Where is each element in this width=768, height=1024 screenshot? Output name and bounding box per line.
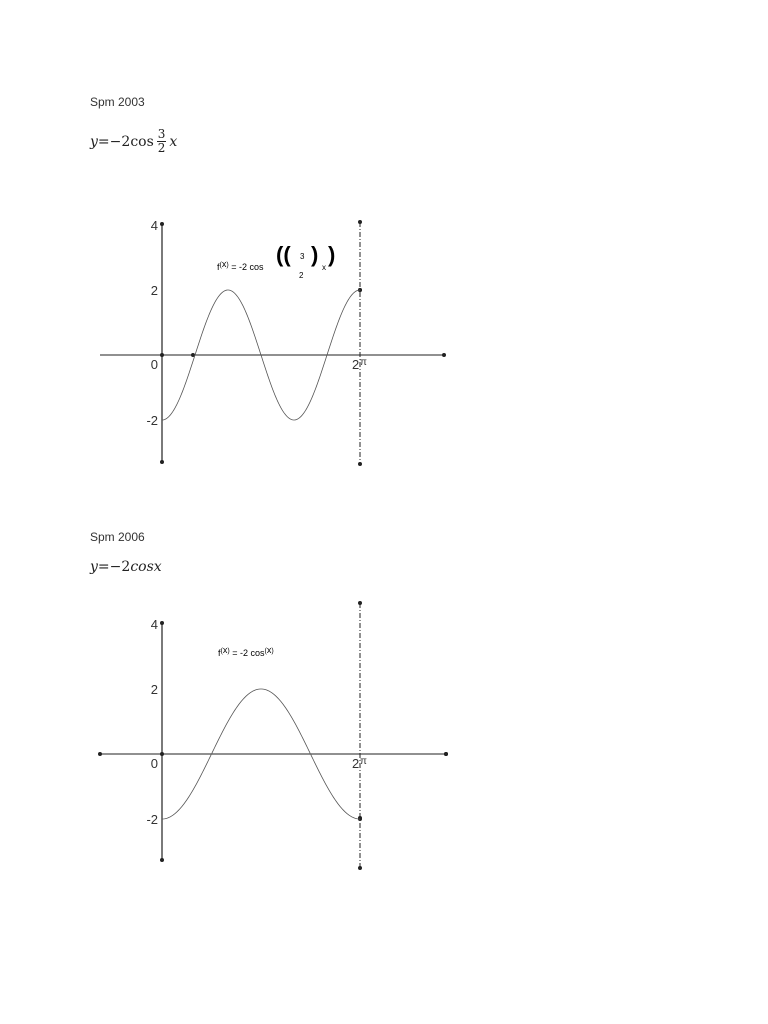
x-tick-pi-label: π [360,756,367,767]
function-label-denominator: 2 [299,271,304,280]
equation [90,559,162,575]
equation-fraction [157,128,167,155]
y-axis-end-dot [160,460,164,464]
x-axis-dot [444,752,448,756]
equation-equals: =− [97,133,122,150]
x-tick-label: 2 [352,357,360,372]
x-axis-dot [160,353,164,357]
equation-variable: x [169,133,178,150]
section-heading: Spm 2006 [90,530,145,544]
y-tick-label: 4 [150,218,158,233]
equation [90,128,177,155]
y-tick-label: 0 [150,357,158,372]
x-axis-dot [160,752,164,756]
section-heading: Spm 2003 [90,95,145,109]
fraction-numerator: 3 [157,127,166,141]
equation-coefficient: 2 [121,133,131,150]
x-axis-end-dot [442,353,446,357]
y-axis-end-dot [160,222,164,226]
y-tick-label: 0 [150,756,158,771]
cosine-graph-2003 [90,210,460,480]
y-tick-label: 2 [150,682,158,697]
x-axis-dot [98,752,102,756]
equation-lhs: y [90,559,98,575]
function-label-paren-close: ) [311,242,319,267]
y-axis-end-dot [160,621,164,625]
equation-equals: =− [97,559,122,575]
function-label-paren: (( [276,242,291,267]
vertical-line-end-dot [358,220,362,224]
y-tick-label: 2 [150,283,158,298]
equation-lhs: y [90,133,98,150]
vertical-line-end-dot [358,866,362,870]
function-label-variable: x [322,263,326,272]
cosine-graph-2006 [90,595,460,880]
function-label: f(x) = -2 cos [217,259,264,272]
equation-coefficient: 2 [121,559,131,575]
y-tick-label: -2 [146,812,158,827]
equation-function: cos [130,133,154,150]
function-label-paren-close-outer: ) [328,242,336,267]
x-tick-pi-label: π [360,357,367,368]
x-tick-label: 2 [352,756,360,771]
function-label-numerator: 3 [300,252,305,261]
y-tick-label: 4 [150,617,158,632]
y-axis-end-dot [160,858,164,862]
vertical-line-end-dot [358,601,362,605]
function-label: f(x) = -2 cos(x) [218,645,274,658]
y-tick-label: -2 [146,413,158,428]
vertical-line-end-dot [358,462,362,466]
equation-function: cosx [130,559,162,575]
fraction-denominator: 2 [157,141,166,155]
